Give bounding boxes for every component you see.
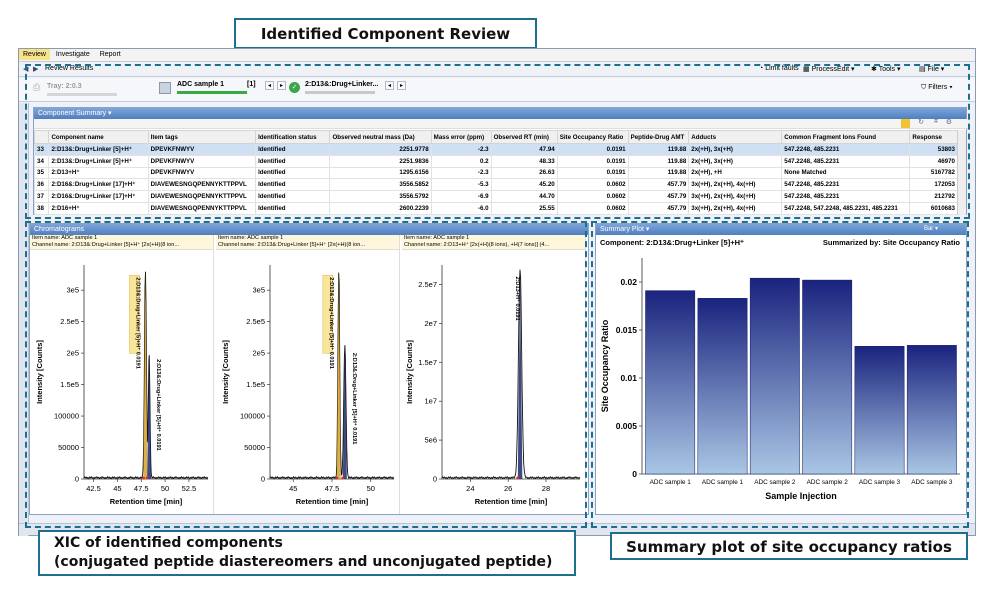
table-cell: 5167782 [910, 167, 958, 179]
menu-investigate[interactable]: Investigate [55, 51, 90, 58]
y-tick-label: 0 [432, 474, 437, 484]
tools-icon: ✱ [871, 66, 879, 73]
table-cell: 2x(+H), 3x(+H) [689, 155, 782, 167]
menu-review[interactable]: Review [19, 49, 50, 60]
chromatograms-title[interactable]: Chromatograms [30, 224, 588, 235]
y-axis-label: Intensity [Counts] [35, 340, 44, 404]
column-header[interactable]: Common Fragment Ions Found [782, 131, 910, 144]
component-summary-title[interactable]: Component Summary ▾ [34, 108, 966, 119]
table-cell: 3x(+H), 2x(+H), 4x(+H) [689, 179, 782, 191]
process-icon: ▦ [803, 66, 812, 73]
prev-component-button[interactable]: ◂ [385, 81, 394, 90]
breadcrumb[interactable]: Review Results [45, 65, 94, 72]
y-tick-label: 1e7 [424, 396, 437, 406]
table-cell: 547.2248, 547.2248, 485.2231, 485.2231 [782, 202, 910, 214]
table-cell: 547.2248, 485.2231 [782, 144, 910, 156]
y-tick-label: 2.5e5 [246, 317, 265, 327]
table-cell: Identified [256, 202, 330, 214]
table-cell: 2:D13+H⁺ [49, 167, 148, 179]
table-cell: -5.3 [431, 179, 491, 191]
x-tick-label: 45 [113, 484, 122, 493]
table-cell: 48.33 [491, 155, 557, 167]
file-button[interactable]: ▤ File ▾ [919, 66, 945, 73]
table-cell: 45.20 [491, 179, 557, 191]
edit-button[interactable]: Edit ▾ [837, 66, 855, 73]
x-tick-label: 26 [503, 484, 513, 493]
callout-xic-line2: (conjugated peptide diastereomers and unconjugated peptide) [54, 554, 553, 570]
table-cell: 6010683 [910, 202, 958, 214]
x-tick-label: ADC sample 1 [649, 479, 691, 486]
callout-xic [38, 530, 576, 576]
table-cell: 457.79 [628, 202, 689, 214]
table-cell: 547.2248, 485.2231 [782, 155, 910, 167]
component-summary-title-text: Component Summary [38, 110, 107, 117]
table-cell: 0.0191 [557, 167, 628, 179]
table-cell: 33 [35, 144, 49, 156]
column-header[interactable]: Observed RT (min) [491, 131, 557, 144]
table-cell: Identified [256, 167, 330, 179]
y-tick-label: 3e5 [66, 285, 79, 295]
y-tick-label: 5e6 [424, 435, 437, 445]
table-cell: -6.0 [431, 202, 491, 214]
tools-button[interactable]: ✱ Tools ▾ [871, 66, 901, 73]
column-header[interactable]: Response [910, 131, 958, 144]
table-cell: 3x(+H), 2x(+H), 4x(+H) [689, 202, 782, 214]
table-cell: 119.88 [628, 155, 689, 167]
column-header[interactable]: Adducts [689, 131, 782, 144]
refresh-icon[interactable]: ↻ [918, 119, 924, 126]
chromatogram-channel-name: Channel name: 2:D13&:Drug+Linker [5]+H⁺ [2x(+H)(8 ion... [32, 242, 180, 248]
x-tick-label: 52.5 [181, 484, 197, 493]
x-tick-label: ADC sample 1 [701, 479, 744, 486]
summary-component-label: Component: 2:D13&:Drug+Linker [5]+H⁺ [600, 238, 744, 247]
x-tick-label: 47.5 [324, 484, 340, 493]
table-cell: Identified [256, 191, 330, 203]
table-cell: DPEVKFNWYV [148, 155, 255, 167]
filters-label: Filters [928, 84, 948, 91]
chromatogram-item-name: Item name: ADC sample 1 [404, 235, 470, 241]
column-header[interactable]: Observed neutral mass (Da) [330, 131, 431, 144]
table-cell: DIAVEWESNGQPENNYKTTPPVL [148, 202, 255, 214]
column-header[interactable]: Peptide-Drug AMT [628, 131, 689, 144]
peak-label: 2:D13&:Drug+Linker [5]+H⁺ 0.0191 [350, 352, 357, 445]
column-header[interactable]: Site Occupancy Ratio [557, 131, 628, 144]
limit-faults-label: Limit faults [765, 65, 799, 72]
table-cell: 172053 [910, 179, 958, 191]
column-header[interactable]: Mass error (ppm) [431, 131, 491, 144]
y-tick-label: 50000 [58, 443, 79, 453]
table-cell: 119.88 [628, 144, 689, 156]
menu-report[interactable]: Report [99, 51, 121, 58]
peak-label: 2:D13&:Drug+Linker [5]+H⁺ 0.0191 [327, 277, 334, 369]
edit-label: Edit [837, 66, 850, 73]
table-cell: 44.70 [491, 191, 557, 203]
table-cell: 0.0602 [557, 202, 628, 214]
peak-label: 2:D13&:Drug+Linker [5]+H⁺ 0.0191 [155, 359, 162, 451]
chromatogram-channel-name: Channel name: 2:D13+H⁺ [2x(+H)(8 ions), +H(7 ions)] (4... [404, 242, 550, 248]
x-axis-label: Sample Injection [765, 491, 837, 501]
y-tick-label: 0 [632, 469, 637, 479]
table-cell: 0.0191 [557, 144, 628, 156]
x-axis-label: Retention time [min] [474, 497, 548, 506]
y-tick-label: 0 [74, 474, 79, 484]
settings-icon[interactable]: ⚙ [945, 119, 952, 126]
component-name[interactable]: 2:D13&:Drug+Linker... [305, 81, 379, 88]
y-tick-label: 100000 [53, 411, 79, 421]
y-tick-label: 2e5 [252, 348, 265, 358]
y-tick-label: 2.5e5 [60, 317, 79, 327]
y-tick-label: 1.5e5 [60, 380, 79, 390]
table-cell: 2600.2239 [330, 202, 431, 214]
table-cell: 2:D16+H⁺ [49, 202, 148, 214]
x-tick-label: ADC sample 3 [911, 479, 953, 486]
table-cell: DPEVKFNWYV [148, 144, 255, 156]
column-header[interactable]: Identification status [256, 131, 330, 144]
y-tick-label: 0.015 [615, 325, 637, 335]
table-cell: 34 [35, 155, 49, 167]
table-cell: -2.3 [431, 144, 491, 156]
x-tick-label: ADC sample 2 [754, 479, 796, 486]
table-cell: 2:D13&:Drug+Linker [5]+H⁺ [49, 144, 148, 156]
y-axis-label: Intensity [Counts] [221, 340, 230, 404]
tray-label: Tray: 2:0.3 [47, 83, 82, 90]
table-cell: 53803 [910, 144, 958, 156]
chart-kind-label: Bar [923, 226, 934, 232]
table-cell: 2:D13&:Drug+Linker [5]+H⁺ [49, 155, 148, 167]
chromatogram-item-name: Item name: ADC sample 1 [32, 235, 98, 241]
table-cell: 0.0602 [557, 179, 628, 191]
check-icon: ✓ [289, 82, 300, 93]
x-tick-label: ADC sample 2 [806, 479, 848, 486]
y-tick-label: 100000 [239, 411, 265, 421]
forward-icon[interactable]: ▶ [33, 66, 39, 73]
table-cell: -2.3 [431, 167, 491, 179]
table-cell: 2251.9836 [330, 155, 431, 167]
x-tick-label: 50 [160, 484, 170, 493]
summary-plot-title-text: Summary Plot [600, 226, 644, 233]
table-cell: 0.2 [431, 155, 491, 167]
x-tick-label: 28 [541, 484, 551, 493]
y-tick-label: 2e5 [66, 348, 79, 358]
table-cell: 3556.5852 [330, 179, 431, 191]
x-tick-label: 47.5 [133, 484, 149, 493]
table-cell: 457.79 [628, 179, 689, 191]
table-cell: 25.55 [491, 202, 557, 214]
x-tick-label: 42.5 [86, 484, 101, 493]
table-cell: 35 [35, 167, 49, 179]
highlight-xic-region [25, 221, 587, 528]
filter-icon: ⛉ [921, 84, 929, 91]
table-cell: DPEVKFNWYV [148, 167, 255, 179]
y-tick-label: 3e5 [252, 285, 265, 295]
x-axis-label: Retention time [min] [109, 497, 183, 506]
table-cell: 2x(+H), +H [689, 167, 782, 179]
y-tick-label: 0.005 [615, 421, 637, 431]
callout-summary: Summary plot of site occupancy ratios [610, 532, 968, 560]
table-cell: 2251.9778 [330, 144, 431, 156]
table-cell: 3x(+H), 2x(+H), 4x(+H) [689, 191, 782, 203]
callout-xic-line1: XIC of identified components [54, 535, 283, 551]
table-cell: 47.94 [491, 144, 557, 156]
table-cell: 38 [35, 202, 49, 214]
chart-kind-dropdown[interactable]: Bar ▾ [923, 226, 938, 232]
summary-plot-title[interactable]: Summary Plot ▾ [596, 224, 966, 235]
peak-label: 2:D13&:Drug+Linker [5]+H⁺ 0.0191 [134, 277, 141, 369]
table-cell: 2x(+H), 3x(+H) [689, 144, 782, 156]
table-cell: 547.2248, 485.2231 [782, 179, 910, 191]
y-tick-label: 0.02 [620, 277, 637, 287]
highlight-table-region [25, 64, 970, 219]
table-cell: DIAVEWESNGQPENNYKTTPPVL [148, 191, 255, 203]
highlight-summary-region [591, 221, 969, 528]
y-tick-label: 1.5e5 [246, 380, 265, 390]
x-tick-label: 50 [366, 484, 375, 493]
table-cell: 0.0191 [557, 155, 628, 167]
table-cell: 37 [35, 191, 49, 203]
table-cell: -6.9 [431, 191, 491, 203]
y-tick-label: 50000 [244, 443, 265, 453]
printer-icon[interactable]: ⎙ [33, 82, 41, 92]
table-cell: Identified [256, 144, 330, 156]
table-cell: 2:D16&:Drug+Linker [17]+H⁺ [49, 191, 148, 203]
file-icon: ▤ [919, 66, 928, 73]
table-cell: 119.88 [628, 167, 689, 179]
grid-icon[interactable]: # [934, 118, 938, 125]
next-component-button[interactable]: ▸ [397, 81, 406, 90]
table-cell: 2:D16&:Drug+Linker [17]+H⁺ [49, 179, 148, 191]
table-cell: None Matched [782, 167, 910, 179]
column-header[interactable]: Component name [49, 131, 148, 144]
callout-review-table: Identified Component Review [234, 18, 537, 49]
table-cell: 212792 [910, 191, 958, 203]
table-cell: 547.2248, 485.2231 [782, 191, 910, 203]
process-label: Process [811, 66, 837, 73]
y-axis-label: Intensity [Counts] [405, 340, 414, 404]
x-tick-label: 45 [289, 484, 298, 493]
limit-faults-icon: ◔ [759, 65, 766, 72]
y-tick-label: 0 [260, 474, 265, 484]
table-cell: 26.63 [491, 167, 557, 179]
sample-name[interactable]: ADC sample 1 [177, 81, 225, 88]
summarized-by-label: Summarized by: Site Occupancy Ratio [822, 238, 960, 247]
sample-index: [1] [247, 81, 256, 88]
peak-label: 2:D13+H⁺ 0.0191 [514, 276, 521, 321]
prev-sample-button[interactable]: ◂ [265, 81, 274, 90]
filters-button[interactable]: ⛉ Filters ▾ [921, 84, 953, 91]
back-icon[interactable]: ◀ [23, 66, 29, 73]
table-cell: Identified [256, 179, 330, 191]
table-cell: 457.79 [628, 191, 689, 203]
column-header[interactable]: Item tags [148, 131, 255, 144]
x-tick-label: ADC sample 3 [858, 479, 901, 486]
table-cell: 46970 [910, 155, 958, 167]
next-sample-button[interactable]: ▸ [277, 81, 286, 90]
table-cell: 3556.5792 [330, 191, 431, 203]
tools-label: Tools [878, 66, 896, 73]
table-cell: DIAVEWESNGQPENNYKTTPPVL [148, 179, 255, 191]
x-tick-label: 24 [466, 484, 475, 493]
chromatogram-item-name: Item name: ADC sample 1 [218, 235, 284, 241]
table-cell: Identified [256, 155, 330, 167]
menu-bar [19, 49, 975, 62]
y-axis-label: Site Occupancy Ratio [600, 319, 610, 413]
x-axis-label: Retention time [min] [295, 497, 369, 506]
file-label: File [927, 66, 939, 73]
y-tick-label: 0.01 [620, 373, 637, 383]
chromatogram-channel-name: Channel name: 2:D13&:Drug+Linker [5]+H⁺ [2x(+H)(8 ion... [218, 242, 366, 248]
y-tick-label: 2.5e7 [418, 279, 437, 289]
y-tick-label: 2e7 [424, 318, 437, 328]
y-tick-label: 1.5e7 [418, 357, 437, 367]
table-cell: 1295.6156 [330, 167, 431, 179]
table-cell: 36 [35, 179, 49, 191]
table-cell: 0.0602 [557, 191, 628, 203]
